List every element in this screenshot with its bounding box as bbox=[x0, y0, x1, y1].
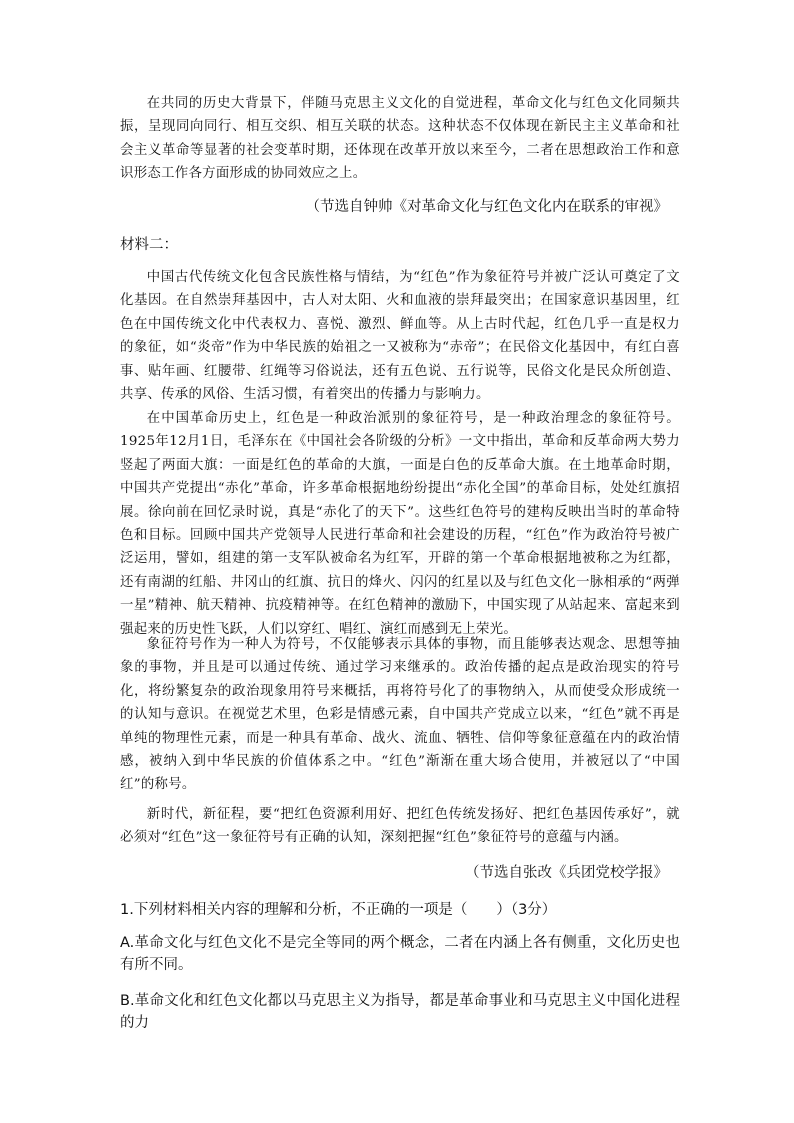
option-b: B.革命文化和红色文化都以马克思主义为指导，都是革命事业和马克思主义中国化进程的力 bbox=[120, 993, 680, 1031]
paragraph-2: 中国古代传统文化包含民族性格与情结，为“红色”作为象征符号并被广泛认可奠定了文化基因。在自然崇拜基因中，古人对太阳、火和血液的崇拜最突出；在国家意识基因里，红色在中国传统文化中代表权力、喜悦、激烈、鲜血等。从上古时代起，红色几乎一直是权力的象征，如“炎帝”作为中华民族的始祖之一又被称为“赤帝”；在民俗文化基因中，有红白喜事、贴年画、红腰带、红绳等习俗说法，还有五色说、五行说等，民俗文化是民众所创造、共享、传承的风俗、生活习惯，有着突出的传播力与影响力。 bbox=[120, 270, 680, 403]
paragraph-3: 在中国革命历史上，红色是一种政治派别的象征符号，是一种政治理念的象征符号。1925年12月1日，毛泽东在《中国社会各阶级的分析》一文中指出，革命和反革命两大势力竖起了两面大旗：一面是红色的革命的大旗，一面是白色的反革命大旗。在土地革命时期，中国共产党提出“赤化”革命，许多革命根据地纷纷提出“赤化全国”的革命目标，处处红旗招展。徐向前在回忆录时说，真是“赤化了的天下”。这些红色符号的建构反映出当时的革命特色和目标。回顾中国共产党领导人民进行革命和社会建设的历程，“红色”作为政治符号被广泛运用，譬如，组建的第一支军队被命名为红军，开辟的第一个革命根据地被称之为红都，还有南湖的红船、井冈山的红旗、抗日的烽火、闪闪的红星以及与红色文化一脉相承的“两弹一星”精神、航天精神、抗疫精神等。在红色精神的激励下，中国实现了从站起来、富起来到强起来的历史性飞跃，人们以穿红、唱红、演红而感到无上荣光。 bbox=[120, 411, 680, 637]
paragraph-1: 在共同的历史大背景下，伴随马克思主义文化的自觉进程，革命文化与红色文化同频共振，呈现同向同行、相互交织、相互关联的状态。这种状态不仅体现在新民主主义革命和社会主义革命等显著的社会变革时期，还体现在改革开放以来至今，二者在思想政治工作和意识形态工作各方面形成的协同效应之上。 bbox=[120, 96, 680, 182]
paragraph-5: 新时代，新征程，要“把红色资源利用好、把红色传统发扬好、把红色基因传承好”，就必须对“红色”这一象征符号有正确的认知，深刻把握“红色”象征符号的意蕴与内涵。 bbox=[120, 807, 680, 846]
source-citation-1: （节选自钟帅《对革命文化与红色文化内在联系的审视》 bbox=[305, 199, 668, 215]
material-2-heading: 材料二： bbox=[120, 237, 178, 253]
option-a: A.革命文化与红色文化不是完全等同的两个概念，二者在内涵上各有侧重，文化历史也有所不同。 bbox=[120, 935, 680, 973]
question-1: 1.下列材料相关内容的理解和分析，不正确的一项是（ ）（3分） bbox=[120, 902, 557, 918]
paragraph-4: 象征符号作为一种人为符号，不仅能够表示具体的事物，而且能够表达观念、思想等抽象的事物，并且是可以通过传统、通过学习来继承的。政治传播的起点是政治现实的符号化，将纷繁复杂的政治现象用符号来概括，再将符号化了的事物纳入，从而使受众形成统一的认知与意识。在视觉艺术里，色彩是情感元素，自中国共产党成立以来，“红色”就不再是单纯的物理性元素，而是一种具有革命、战火、流血、牺牲、信仰等象征意蕴在内的政治情感，被纳入到中华民族的价值体系之中。“红色”渐渐在重大场合使用，并被冠以了“中国红”的称号。 bbox=[120, 637, 680, 793]
source-citation-2: （节选自张改《兵团党校学报》 bbox=[465, 865, 668, 881]
